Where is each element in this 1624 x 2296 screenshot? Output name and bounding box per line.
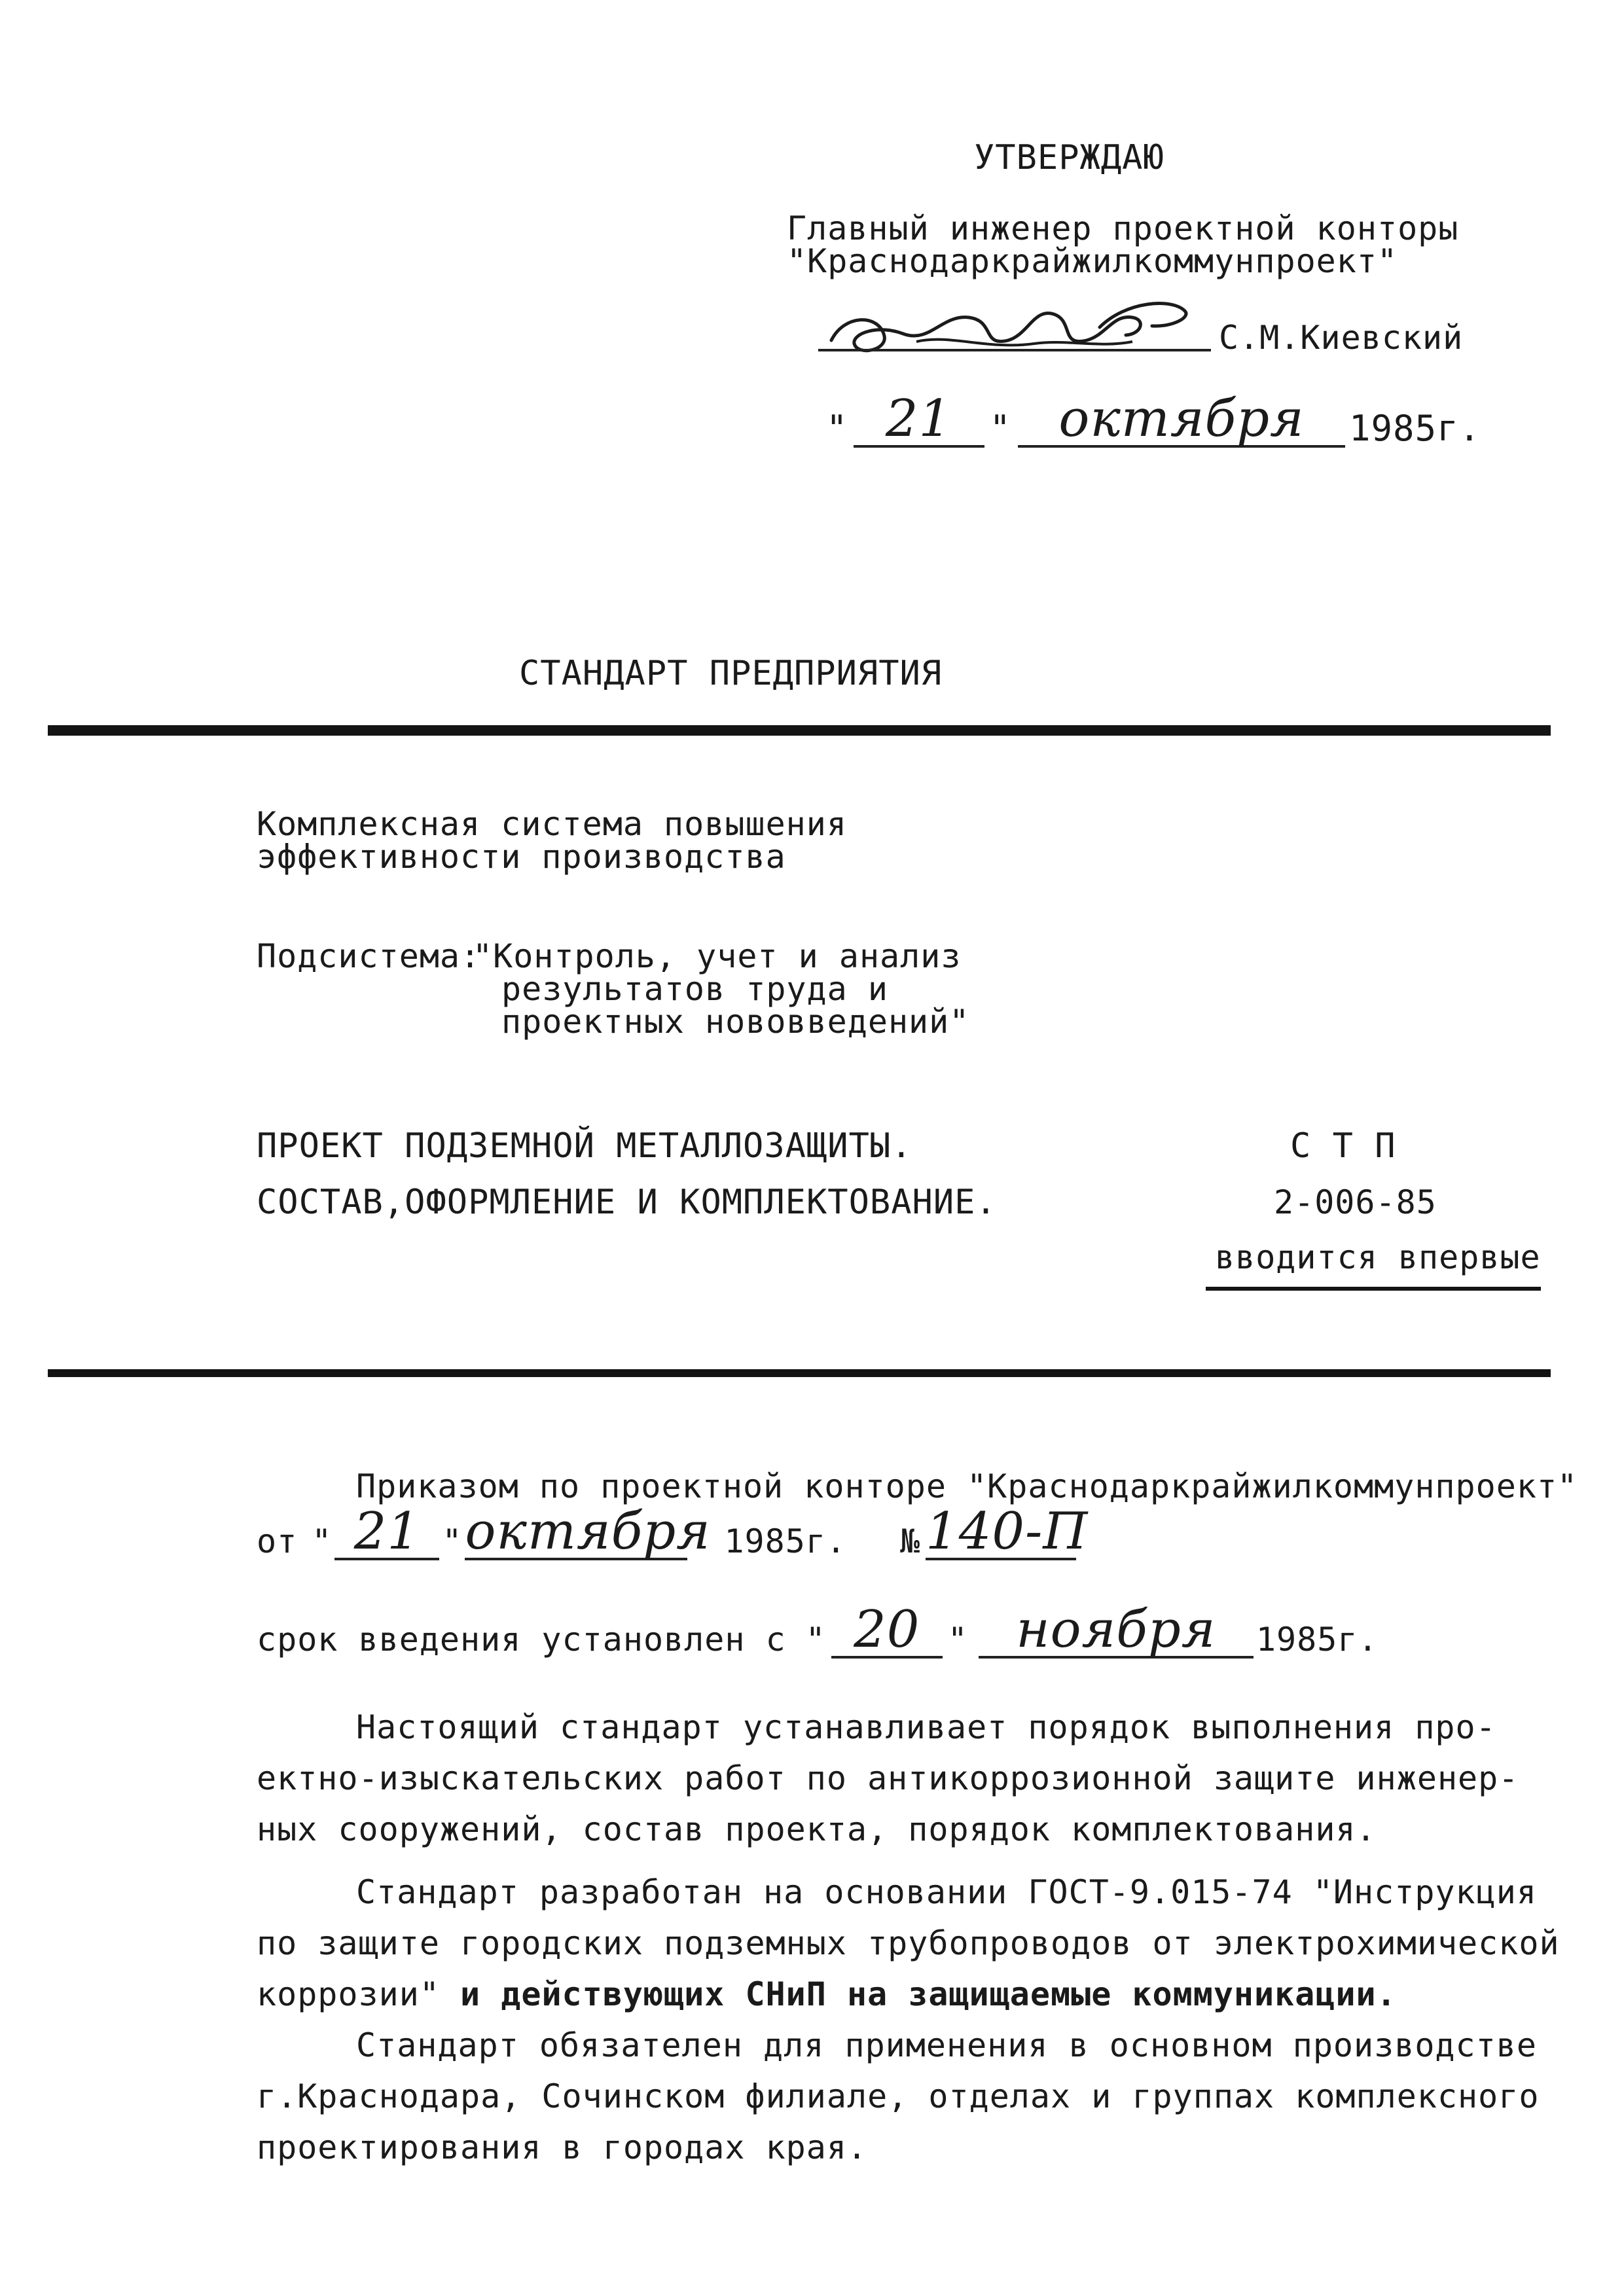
project-title-line1: ПРОЕКТ ПОДЗЕМНОЙ МЕТАЛЛОЗАЩИТЫ. [257,1126,912,1166]
order-day: 21 [334,1505,439,1560]
approval-date-month: октября [1018,393,1345,448]
order-quote1: " [312,1522,333,1560]
effective-day: 20 [831,1604,943,1659]
body-p2-line1: Стандарт разработан на основании ГОСТ-9.015-74 "Инструкция [356,1873,1537,1911]
top-divider [48,725,1551,736]
order-year: 1985г. [724,1522,847,1560]
project-title-line2: СОСТАВ,ОФОРМЛЕНИЕ И КОМПЛЕКТОВАНИЕ. [257,1183,997,1222]
stp-code-number: 2-006-85 [1274,1183,1437,1221]
date-mid-quote: " [989,408,1012,449]
effective-text: срок введения установлен с [257,1621,786,1659]
stp-code-label: С Т П [1290,1126,1396,1166]
subsystem-line1: "Контроль, учет и анализ [473,937,962,975]
effective-month: ноября [979,1604,1254,1659]
body-p3-line2: г.Краснодара, Сочинском филиале, отделах и группах комплексного [257,2077,1540,2115]
subsystem-label: Подсистема: [257,937,481,975]
approval-position-line1: Главный инженер проектной конторы [787,209,1459,247]
bottom-divider [48,1369,1551,1377]
approval-heading: УТВЕРЖДАЮ [974,138,1164,177]
date-open-quote: " [826,408,848,449]
subsystem-line3: проектных нововведений" [501,1003,970,1041]
order-number-label: № [900,1522,921,1560]
body-p1-line3: ных сооружений, состав проекта, порядок комплектования. [257,1810,1377,1848]
approval-date-day: 21 [854,393,984,448]
system-line2: эффективности производства [257,838,786,876]
order-line1: Приказом по проектной конторе "Краснодаркрайжилкоммунпроект" [356,1467,1578,1505]
approval-signer: С.М.Киевский [1219,319,1464,357]
order-number: 140-П [926,1502,1089,1561]
effective-quote1: " [805,1621,826,1659]
order-quote2: " [442,1522,463,1560]
signature [818,288,1263,380]
body-p2-line3-bold: и действующих СНиП на защищаемые коммуникации. [439,1975,1397,2013]
stp-status: вводится впервые [1215,1238,1541,1276]
subsystem-line2: результатов труда и [501,970,888,1008]
order-month: октября [465,1502,711,1561]
body-p2-line3-normal: коррозии" [257,1975,440,2013]
order-from-label: от [257,1522,298,1560]
approval-date [826,389,1481,449]
standard-title: СТАНДАРТ ПРЕДПРИЯТИЯ [519,654,943,693]
body-p3-line3: проектирования в городах края. [257,2128,868,2166]
body-p1-line1: Настоящий стандарт устанавливает порядок выполнения про- [356,1708,1496,1746]
approval-date-year: 1985г. [1349,408,1481,449]
effective-year: 1985г. [1255,1621,1379,1659]
system-line1: Комплексная система повышения [257,805,847,843]
stp-status-underline [1206,1287,1541,1291]
body-p2-line2: по защите городских подземных трубопроводов от электрохимической [257,1924,1560,1962]
approval-position-line2: "Краснодаркрайжилкоммунпроект" [787,242,1398,280]
effective-quote2: " [947,1621,968,1659]
body-p2-line3 [257,1969,1397,2020]
order-line2 [257,1502,1089,1561]
body-p1-line2: ектно-изыскательских работ по антикоррозионной защите инженер- [257,1759,1519,1797]
effective-line [257,1600,1379,1659]
body-p3-line1: Стандарт обязателен для применения в основном производстве [356,2026,1537,2064]
